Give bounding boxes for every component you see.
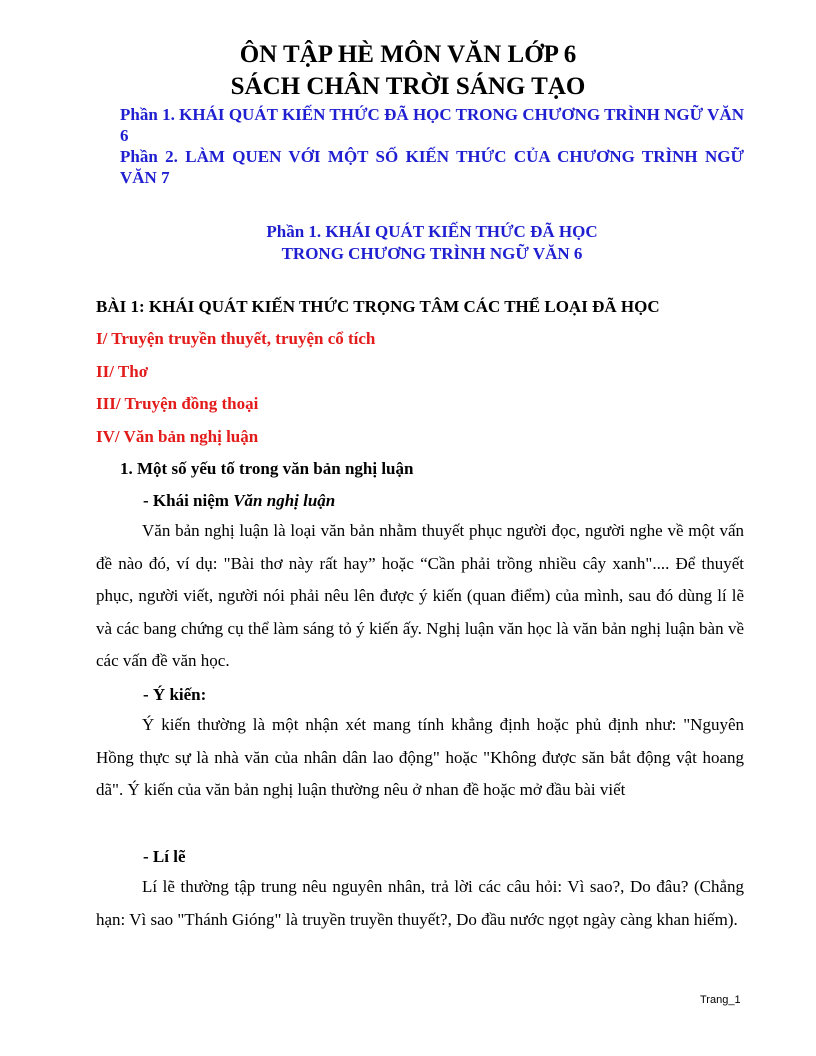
item-heading: 1. Một số yếu tố trong văn bản nghị luận: [120, 459, 414, 478]
intro-part2: Phần 2. LÀM QUEN VỚI MỘT SỐ KIẾN THỨC CỦA CHƯƠNG TRÌNH NGỮ VĂN 7: [120, 147, 744, 187]
subsection-2: II/ Thơ: [96, 362, 149, 381]
concept-term: Văn nghị luận: [233, 491, 336, 510]
reason-text: Lí lẽ thường tập trung nêu nguyên nhân, trả lời các câu hỏi: Vì sao?, Do đâu? (Chẳng hạn: Vì sao "Thánh Gióng" là truyền truyền thuyết?, Do đầu nước ngọt ngày càng khan hiếm).: [96, 877, 744, 929]
main-title-line1: ÔN TẬP HÈ MÔN VĂN LỚP 6: [239, 41, 577, 68]
concept-prefix: - Khái niệm: [143, 491, 234, 510]
opinion-text: Ý kiến thường là một nhận xét mang tính khẳng định hoặc phủ định như: "Nguyên Hồng thực sự là nhà văn của nhân dân lao động" hoặc "Không được săn bắt động vật hoang dã". Ý kiến của văn bản nghị luận thường nêu ở nhan đề hoặc mở đầu bài viết: [96, 715, 744, 799]
section-heading-line2: TRONG CHƯƠNG TRÌNH NGỮ VĂN 6: [281, 244, 583, 263]
subsection-4: IV/ Văn bản nghị luận: [96, 427, 259, 446]
subsection-3: III/ Truyện đồng thoại: [96, 394, 259, 413]
subsection-1: I/ Truyện truyền thuyết, truyện cổ tích: [96, 329, 376, 348]
opinion-heading: - Ý kiến:: [143, 685, 207, 704]
main-title-line2: SÁCH CHÂN TRỜI SÁNG TẠO: [230, 73, 586, 100]
reason-heading: - Lí lẽ: [143, 847, 186, 866]
reason-paragraph: [96, 871, 744, 936]
intro-part1: Phần 1. KHÁI QUÁT KIẾN THỨC ĐÃ HỌC TRONG CHƯƠNG TRÌNH NGỮ VĂN 6: [120, 105, 744, 145]
opinion-paragraph: [96, 709, 744, 807]
lesson-title: BÀI 1: KHÁI QUÁT KIẾN THỨC TRỌNG TÂM CÁC THỂ LOẠI ĐÃ HỌC: [96, 297, 660, 316]
page-number: Trang_1: [700, 994, 741, 1006]
concept-text: Văn bản nghị luận là loại văn bản nhằm thuyết phục người đọc, người nghe về một vấn đề nào đó, ví dụ: "Bài thơ này rất hay” hoặc “Cần phải trồng nhiều cây xanh".... Để thuyết phục, người viết, người nói phải nêu lên được ý kiến (quan điểm) của mình, sau đó dùng lí lẽ và các bang chứng cụ thể làm sáng tỏ ý kiến ấy. Nghị luận văn học là văn bản nghị luận bàn về các vấn đề văn học.: [96, 521, 744, 670]
intro-outline: [120, 104, 744, 188]
concept-paragraph: [96, 515, 744, 678]
section-heading-line1: Phần 1. KHÁI QUÁT KIẾN THỨC ĐÃ HỌC: [266, 222, 598, 241]
concept-heading: [143, 490, 335, 512]
